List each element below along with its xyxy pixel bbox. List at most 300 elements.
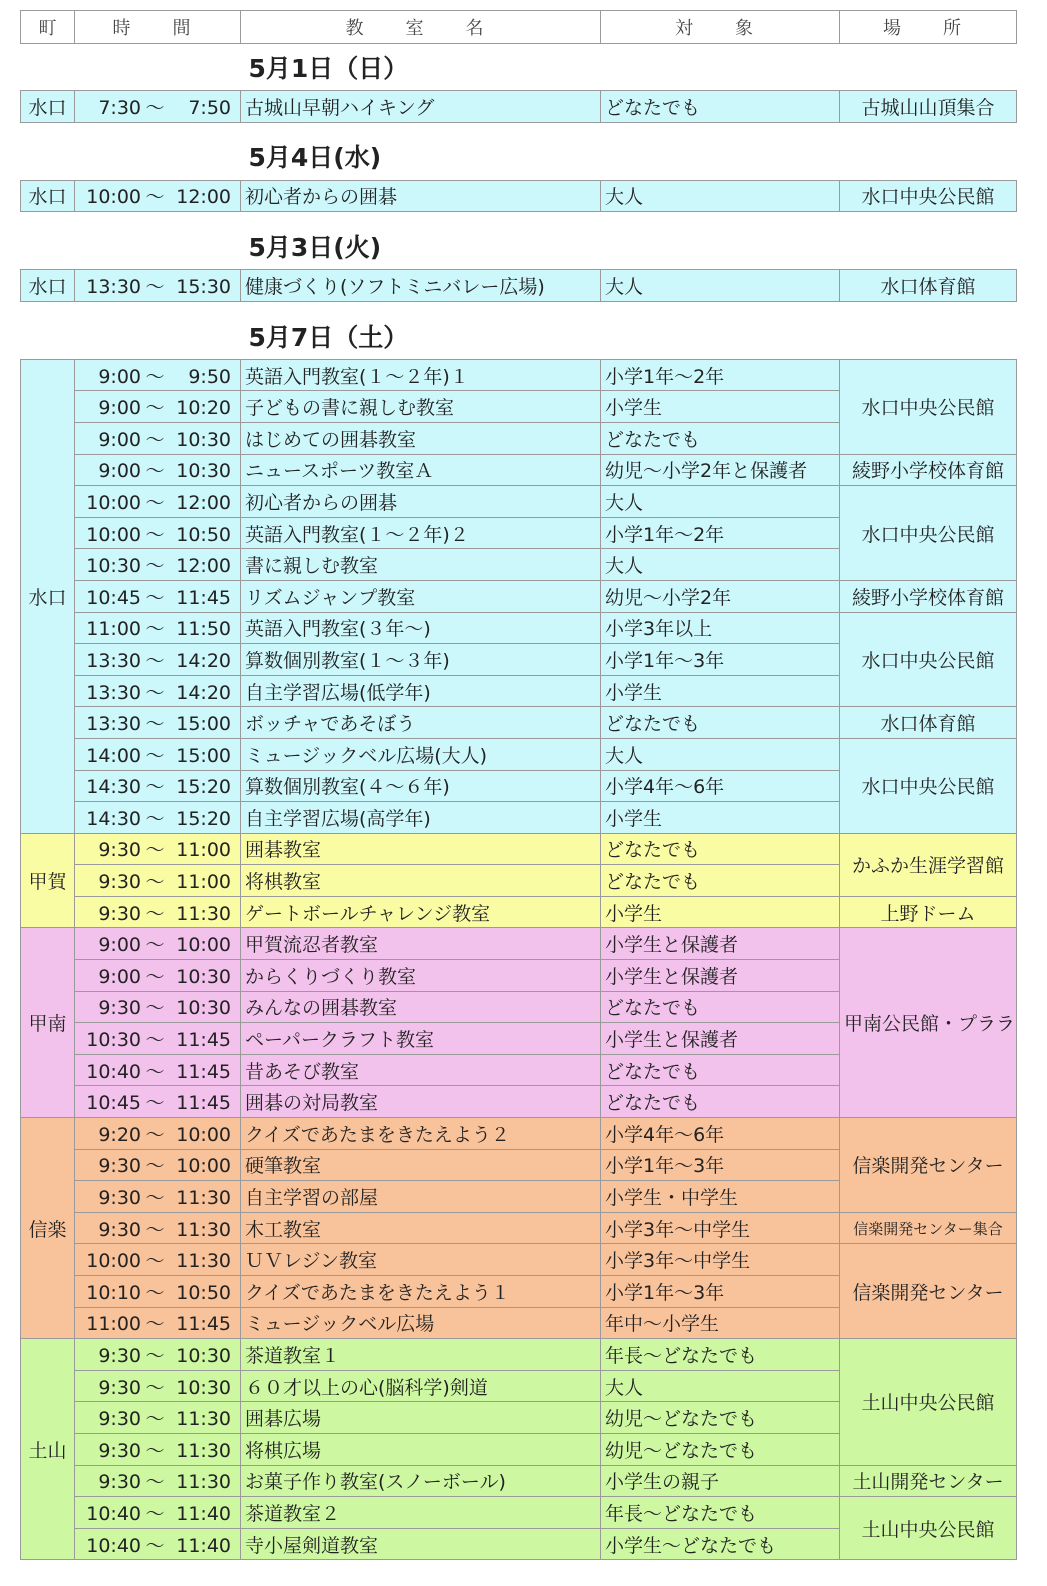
place-cell: 信楽開発センター <box>840 1244 1017 1339</box>
table-row <box>21 928 1017 960</box>
end-time: 11:30 <box>176 1408 231 1431</box>
target-audience: 小学3年以上 <box>601 612 840 644</box>
tilde: ～ <box>145 649 165 672</box>
end-time: 7:50 <box>188 96 231 119</box>
target-audience: 大人 <box>601 270 840 302</box>
end-time: 10:30 <box>176 1344 231 1367</box>
table-row <box>21 738 1017 770</box>
end-time: 11:30 <box>176 1250 231 1273</box>
end-time: 10:50 <box>176 1281 231 1304</box>
end-time: 15:20 <box>176 807 231 830</box>
class-name: 初心者からの囲碁 <box>241 180 601 212</box>
header-time: 時 間 <box>75 11 241 44</box>
target-audience: 小学1年～2年 <box>601 359 840 391</box>
tilde: ～ <box>145 965 165 988</box>
start-time: 9:00 <box>98 460 141 483</box>
class-name: 木工教室 <box>241 1212 601 1244</box>
start-time: 10:45 <box>86 586 141 609</box>
start-time: 10:00 <box>86 1250 141 1273</box>
target-audience: 大人 <box>601 180 840 212</box>
spacer-cell <box>21 301 1017 312</box>
start-time: 9:00 <box>98 365 141 388</box>
end-time: 10:50 <box>176 523 231 546</box>
tilde: ～ <box>145 1187 165 1210</box>
place-cell: 水口中央公民館 <box>840 612 1017 707</box>
time-cell <box>75 359 241 391</box>
place-cell: 信楽開発センター集合 <box>840 1212 1017 1244</box>
target-audience: 小学1年～3年 <box>601 1149 840 1181</box>
table-row <box>21 1465 1017 1497</box>
target-audience: 小学1年～2年 <box>601 517 840 549</box>
town-cell: 土山 <box>21 1339 75 1560</box>
target-audience: どなたでも <box>601 991 840 1023</box>
time-cell <box>75 833 241 865</box>
place-cell: 甲南公民館・プララ <box>840 928 1017 1118</box>
tilde: ～ <box>145 1376 165 1399</box>
target-audience: 小学4年～6年 <box>601 1118 840 1150</box>
class-name: 英語入門教室(１～２年)２ <box>241 517 601 549</box>
place-cell: 古城山山頂集合 <box>840 91 1017 123</box>
target-audience: どなたでも <box>601 865 840 897</box>
end-time: 11:30 <box>176 1439 231 1462</box>
start-time: 9:30 <box>98 839 141 862</box>
end-time: 15:30 <box>176 275 231 298</box>
tilde: ～ <box>145 1218 165 1241</box>
class-name: 将棋教室 <box>241 865 601 897</box>
header-class: 教 室 名 <box>241 11 601 44</box>
target-audience: 幼児～どなたでも <box>601 1402 840 1434</box>
target-audience: どなたでも <box>601 1086 840 1118</box>
class-name: ニュースポーツ教室Ａ <box>241 454 601 486</box>
time-cell <box>75 1497 241 1529</box>
place-cell: 土山中央公民館 <box>840 1497 1017 1560</box>
start-time: 10:00 <box>86 186 141 209</box>
tilde: ～ <box>145 902 165 925</box>
date-heading-row <box>21 44 1017 91</box>
tilde: ～ <box>145 1502 165 1525</box>
table-header-row <box>21 11 1017 44</box>
target-audience: 小学生・中学生 <box>601 1181 840 1213</box>
class-name: 子どもの書に親しむ教室 <box>241 391 601 423</box>
time-cell <box>75 1339 241 1371</box>
date-heading: 5月1日（日） <box>21 44 1017 91</box>
time-cell <box>75 802 241 834</box>
tilde: ～ <box>145 744 165 767</box>
target-audience: 小学4年～6年 <box>601 770 840 802</box>
end-time: 12:00 <box>176 186 231 209</box>
tilde: ～ <box>145 397 165 420</box>
tilde: ～ <box>145 839 165 862</box>
tilde: ～ <box>145 428 165 451</box>
end-time: 15:20 <box>176 776 231 799</box>
start-time: 9:30 <box>98 1471 141 1494</box>
time-cell <box>75 422 241 454</box>
target-audience: 小学1年～3年 <box>601 1276 840 1308</box>
time-cell <box>75 1370 241 1402</box>
end-time: 11:40 <box>176 1534 231 1557</box>
end-time: 10:30 <box>176 1376 231 1399</box>
end-time: 10:30 <box>176 460 231 483</box>
tilde: ～ <box>145 1534 165 1557</box>
table-row <box>21 454 1017 486</box>
target-audience: どなたでも <box>601 91 840 123</box>
start-time: 9:20 <box>98 1123 141 1146</box>
class-name: ミュージックベル広場 <box>241 1307 601 1339</box>
place-cell: 土山開発センター <box>840 1465 1017 1497</box>
table-row <box>21 833 1017 865</box>
tilde: ～ <box>145 1123 165 1146</box>
target-audience: 大人 <box>601 549 840 581</box>
table-row <box>21 1497 1017 1529</box>
end-time: 10:30 <box>176 997 231 1020</box>
tilde: ～ <box>145 807 165 830</box>
tilde: ～ <box>145 555 165 578</box>
target-audience: 幼児～どなたでも <box>601 1433 840 1465</box>
time-cell <box>75 1054 241 1086</box>
time-cell <box>75 391 241 423</box>
time-cell <box>75 91 241 123</box>
start-time: 9:30 <box>98 1408 141 1431</box>
end-time: 10:30 <box>176 428 231 451</box>
town-cell: 水口 <box>21 91 75 123</box>
target-audience: 小学生と保護者 <box>601 928 840 960</box>
start-time: 9:30 <box>98 1187 141 1210</box>
town-cell: 水口 <box>21 270 75 302</box>
end-time: 12:00 <box>176 491 231 514</box>
class-name: 算数個別教室(４～６年) <box>241 770 601 802</box>
class-name: 茶道教室１ <box>241 1339 601 1371</box>
target-audience: 年長～どなたでも <box>601 1497 840 1529</box>
target-audience: 小学生 <box>601 391 840 423</box>
class-name: 自主学習広場(高学年) <box>241 802 601 834</box>
start-time: 9:00 <box>98 428 141 451</box>
end-time: 10:00 <box>176 1123 231 1146</box>
end-time: 11:45 <box>176 586 231 609</box>
target-audience: 小学生 <box>601 896 840 928</box>
town-cell: 甲賀 <box>21 833 75 928</box>
place-cell: 信楽開発センター <box>840 1118 1017 1213</box>
schedule-container <box>20 10 1016 1560</box>
tilde: ～ <box>145 1092 165 1115</box>
end-time: 9:50 <box>188 365 231 388</box>
town-cell: 水口 <box>21 180 75 212</box>
class-name: 囲碁広場 <box>241 1402 601 1434</box>
date-heading-row <box>21 133 1017 180</box>
date-heading: 5月4日(水) <box>21 133 1017 180</box>
table-row <box>21 359 1017 391</box>
target-audience: どなたでも <box>601 833 840 865</box>
start-time: 10:40 <box>86 1502 141 1525</box>
end-time: 11:45 <box>176 1029 231 1052</box>
time-cell <box>75 1244 241 1276</box>
class-name: ペーパークラフト教室 <box>241 1023 601 1055</box>
time-cell <box>75 517 241 549</box>
schedule-table <box>20 10 1017 1560</box>
class-name: ６０才以上の心(脳科学)剣道 <box>241 1370 601 1402</box>
time-cell <box>75 1402 241 1434</box>
date-heading: 5月7日（土） <box>21 312 1017 359</box>
start-time: 13:30 <box>86 649 141 672</box>
start-time: 9:30 <box>98 1218 141 1241</box>
target-audience: 小学生と保護者 <box>601 960 840 992</box>
time-cell <box>75 580 241 612</box>
table-row <box>21 1212 1017 1244</box>
spacer-cell <box>21 212 1017 223</box>
time-cell <box>75 1276 241 1308</box>
tilde: ～ <box>145 934 165 957</box>
start-time: 9:30 <box>98 1376 141 1399</box>
table-row <box>21 180 1017 212</box>
time-cell <box>75 180 241 212</box>
place-cell: 水口体育館 <box>840 270 1017 302</box>
table-row <box>21 1118 1017 1150</box>
end-time: 14:20 <box>176 649 231 672</box>
target-audience: 小学3年～中学生 <box>601 1212 840 1244</box>
target-audience: 幼児～小学2年と保護者 <box>601 454 840 486</box>
time-cell <box>75 770 241 802</box>
target-audience: 大人 <box>601 1370 840 1402</box>
start-time: 9:30 <box>98 1155 141 1178</box>
start-time: 11:00 <box>86 618 141 641</box>
tilde: ～ <box>145 681 165 704</box>
time-cell <box>75 1433 241 1465</box>
target-audience: どなたでも <box>601 1054 840 1086</box>
end-time: 10:20 <box>176 397 231 420</box>
start-time: 10:30 <box>86 1029 141 1052</box>
time-cell <box>75 991 241 1023</box>
tilde: ～ <box>145 1250 165 1273</box>
start-time: 13:30 <box>86 275 141 298</box>
end-time: 11:30 <box>176 1471 231 1494</box>
class-name: はじめての囲碁教室 <box>241 422 601 454</box>
tilde: ～ <box>145 1155 165 1178</box>
class-name: ミュージックベル広場(大人) <box>241 738 601 770</box>
place-cell: 綾野小学校体育館 <box>840 580 1017 612</box>
tilde: ～ <box>145 1060 165 1083</box>
tilde: ～ <box>145 1344 165 1367</box>
end-time: 11:45 <box>176 1313 231 1336</box>
time-cell <box>75 549 241 581</box>
end-time: 14:20 <box>176 681 231 704</box>
start-time: 9:00 <box>98 397 141 420</box>
class-name: リズムジャンプ教室 <box>241 580 601 612</box>
class-name: 自主学習の部屋 <box>241 1181 601 1213</box>
target-audience: どなたでも <box>601 707 840 739</box>
end-time: 11:50 <box>176 618 231 641</box>
class-name: 茶道教室２ <box>241 1497 601 1529</box>
class-name: 英語入門教室(３年～) <box>241 612 601 644</box>
header-town: 町 <box>21 11 75 44</box>
header-target: 対 象 <box>601 11 840 44</box>
table-row <box>21 896 1017 928</box>
class-name: 健康づくり(ソフトミニバレー広場) <box>241 270 601 302</box>
time-cell <box>75 1528 241 1560</box>
time-cell <box>75 454 241 486</box>
class-name: 書に親しむ教室 <box>241 549 601 581</box>
tilde: ～ <box>145 1408 165 1431</box>
start-time: 10:40 <box>86 1534 141 1557</box>
class-name: 昔あそび教室 <box>241 1054 601 1086</box>
start-time: 10:10 <box>86 1281 141 1304</box>
table-row <box>21 1244 1017 1276</box>
end-time: 11:00 <box>176 871 231 894</box>
class-name: ボッチャであそぼう <box>241 707 601 739</box>
end-time: 11:30 <box>176 1218 231 1241</box>
place-cell: 水口中央公民館 <box>840 359 1017 454</box>
start-time: 13:30 <box>86 681 141 704</box>
spacer-row <box>21 212 1017 223</box>
class-name: 甲賀流忍者教室 <box>241 928 601 960</box>
class-name: お菓子作り教室(スノーボール) <box>241 1465 601 1497</box>
class-name: 囲碁の対局教室 <box>241 1086 601 1118</box>
time-cell <box>75 707 241 739</box>
end-time: 10:00 <box>176 934 231 957</box>
start-time: 14:30 <box>86 807 141 830</box>
time-cell <box>75 865 241 897</box>
time-cell <box>75 1465 241 1497</box>
target-audience: 年中～小学生 <box>601 1307 840 1339</box>
class-name: 硬筆教室 <box>241 1149 601 1181</box>
start-time: 9:30 <box>98 1344 141 1367</box>
tilde: ～ <box>145 460 165 483</box>
start-time: 14:00 <box>86 744 141 767</box>
tilde: ～ <box>145 523 165 546</box>
start-time: 11:00 <box>86 1313 141 1336</box>
end-time: 11:30 <box>176 902 231 925</box>
spacer-cell <box>21 122 1017 133</box>
tilde: ～ <box>145 997 165 1020</box>
end-time: 12:00 <box>176 555 231 578</box>
end-time: 15:00 <box>176 744 231 767</box>
start-time: 10:40 <box>86 1060 141 1083</box>
date-heading: 5月3日(火) <box>21 223 1017 270</box>
place-cell: 水口体育館 <box>840 707 1017 739</box>
tilde: ～ <box>145 365 165 388</box>
start-time: 14:30 <box>86 776 141 799</box>
table-row <box>21 1339 1017 1371</box>
place-cell: 土山中央公民館 <box>840 1339 1017 1465</box>
place-cell: 水口中央公民館 <box>840 738 1017 833</box>
date-heading-row <box>21 312 1017 359</box>
time-cell <box>75 1086 241 1118</box>
start-time: 10:30 <box>86 555 141 578</box>
target-audience: 小学1年～3年 <box>601 644 840 676</box>
end-time: 15:00 <box>176 713 231 736</box>
target-audience: 小学生の親子 <box>601 1465 840 1497</box>
time-cell <box>75 896 241 928</box>
end-time: 10:30 <box>176 965 231 988</box>
end-time: 11:40 <box>176 1502 231 1525</box>
town-cell: 甲南 <box>21 928 75 1118</box>
table-row <box>21 486 1017 518</box>
tilde: ～ <box>145 586 165 609</box>
time-cell <box>75 738 241 770</box>
class-name: 寺小屋剣道教室 <box>241 1528 601 1560</box>
place-cell: 綾野小学校体育館 <box>840 454 1017 486</box>
class-name: 古城山早朝ハイキング <box>241 91 601 123</box>
start-time: 10:45 <box>86 1092 141 1115</box>
class-name: 囲碁教室 <box>241 833 601 865</box>
time-cell <box>75 1118 241 1150</box>
time-cell <box>75 928 241 960</box>
start-time: 9:30 <box>98 902 141 925</box>
end-time: 11:45 <box>176 1092 231 1115</box>
tilde: ～ <box>145 713 165 736</box>
time-cell <box>75 612 241 644</box>
place-cell: かふか生涯学習館 <box>840 833 1017 896</box>
class-name: からくりづくり教室 <box>241 960 601 992</box>
tilde: ～ <box>145 1281 165 1304</box>
time-cell <box>75 675 241 707</box>
time-cell <box>75 486 241 518</box>
time-cell <box>75 960 241 992</box>
target-audience: 小学生 <box>601 675 840 707</box>
tilde: ～ <box>145 618 165 641</box>
tilde: ～ <box>145 1439 165 1462</box>
tilde: ～ <box>145 491 165 514</box>
start-time: 9:30 <box>98 997 141 1020</box>
start-time: 9:00 <box>98 965 141 988</box>
tilde: ～ <box>145 1313 165 1336</box>
start-time: 9:30 <box>98 871 141 894</box>
end-time: 10:00 <box>176 1155 231 1178</box>
target-audience: 小学3年～中学生 <box>601 1244 840 1276</box>
tilde: ～ <box>145 871 165 894</box>
time-cell <box>75 1181 241 1213</box>
town-cell: 信楽 <box>21 1118 75 1339</box>
table-row <box>21 91 1017 123</box>
spacer-row <box>21 301 1017 312</box>
spacer-row <box>21 122 1017 133</box>
time-cell <box>75 270 241 302</box>
target-audience: 小学生～どなたでも <box>601 1528 840 1560</box>
place-cell: 水口中央公民館 <box>840 486 1017 581</box>
class-name: クイズであたまをきたえよう２ <box>241 1118 601 1150</box>
start-time: 10:00 <box>86 491 141 514</box>
target-audience: どなたでも <box>601 422 840 454</box>
tilde: ～ <box>145 275 165 298</box>
time-cell <box>75 1149 241 1181</box>
end-time: 11:00 <box>176 839 231 862</box>
class-name: 算数個別教室(１～３年) <box>241 644 601 676</box>
end-time: 11:30 <box>176 1187 231 1210</box>
table-row <box>21 612 1017 644</box>
class-name: 将棋広場 <box>241 1433 601 1465</box>
class-name: 英語入門教室(１～２年)１ <box>241 359 601 391</box>
class-name: ＵＶレジン教室 <box>241 1244 601 1276</box>
time-cell <box>75 1023 241 1055</box>
time-cell <box>75 1307 241 1339</box>
class-name: 初心者からの囲碁 <box>241 486 601 518</box>
class-name: 自主学習広場(低学年) <box>241 675 601 707</box>
place-cell: 上野ドーム <box>840 896 1017 928</box>
tilde: ～ <box>145 1471 165 1494</box>
start-time: 13:30 <box>86 713 141 736</box>
start-time: 9:00 <box>98 934 141 957</box>
date-heading-row <box>21 223 1017 270</box>
target-audience: 小学生 <box>601 802 840 834</box>
tilde: ～ <box>145 186 165 209</box>
start-time: 7:30 <box>98 96 141 119</box>
class-name: ゲートボールチャレンジ教室 <box>241 896 601 928</box>
tilde: ～ <box>145 1029 165 1052</box>
target-audience: 小学生と保護者 <box>601 1023 840 1055</box>
end-time: 11:45 <box>176 1060 231 1083</box>
target-audience: 幼児～小学2年 <box>601 580 840 612</box>
time-cell <box>75 1212 241 1244</box>
tilde: ～ <box>145 96 165 119</box>
table-row <box>21 270 1017 302</box>
